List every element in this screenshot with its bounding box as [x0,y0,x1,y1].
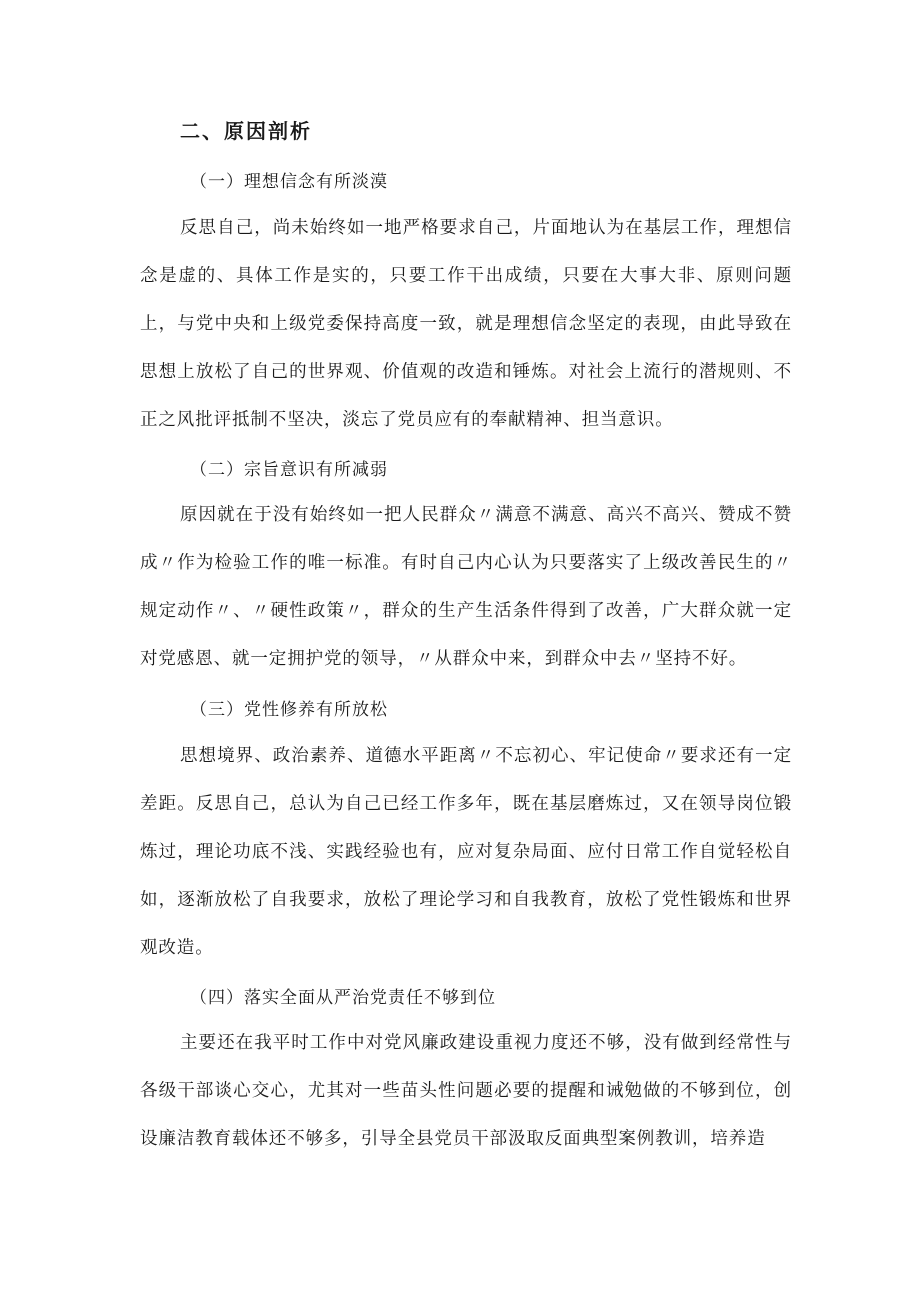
subsection-title-4: （四）落实全面从严治党责任不够到位 [190,988,496,1008]
subsection-title-1: （一）理想信念有所淡漠 [190,172,388,192]
subsection-paragraph-4: 主要还在我平时工作中对党风廉政建设重视力度还不够，没有做到经常性与各级干部谈心交心，尤其对一些苗头性问题必要的提醒和诫勉做的不够到位，创设廉洁教育载体还不够多，引导全县党员干部汲取反面典型案例教训，培养造 [140,1033,792,1149]
section-heading: 二、原因剖析 [180,119,312,143]
subsection-paragraph-2: 原因就在于没有始终如一把人民群众〃满意不满意、高兴不高兴、赞成不赞成〃作为检验工作的唯一标准。有时自己内心认为只要落实了上级改善民生的〃规定动作〃、〃硬性政策〃，群众的生产生活条件得到了改善，广大群众就一定对党感恩、就一定拥护党的领导，〃从群众中来，到群众中去〃坚持不好。 [140,505,792,669]
subsection-paragraph-1: 反思自己，尚未始终如一地严格要求自己，片面地认为在基层工作，理想信念是虚的、具体工作是实的，只要工作干出成绩，只要在大事大非、原则问题上，与党中央和上级党委保持高度一致，就是理想信念坚定的表现，由此导致在思想上放松了自己的世界观、价值观的改造和锤炼。对社会上流行的潜规则、不正之风批评抵制不坚决，淡忘了党员应有的奉献精神、担当意识。 [140,218,792,430]
subsection-title-3: （三）党性修养有所放松 [190,700,388,720]
subsection-title-2: （二）宗旨意识有所减弱 [190,460,388,480]
subsection-paragraph-3: 思想境界、政治素养、道德水平距离〃不忘初心、牢记使命〃要求还有一定差距。反思自己，总认为自己已经工作多年，既在基层磨炼过，又在领导岗位锻炼过，理论功底不浅、实践经验也有，应对复杂局面、应付日常工作自觉轻松自如，逐渐放松了自我要求，放松了理论学习和自我教育，放松了党性锻炼和世界观改造。 [140,746,792,958]
